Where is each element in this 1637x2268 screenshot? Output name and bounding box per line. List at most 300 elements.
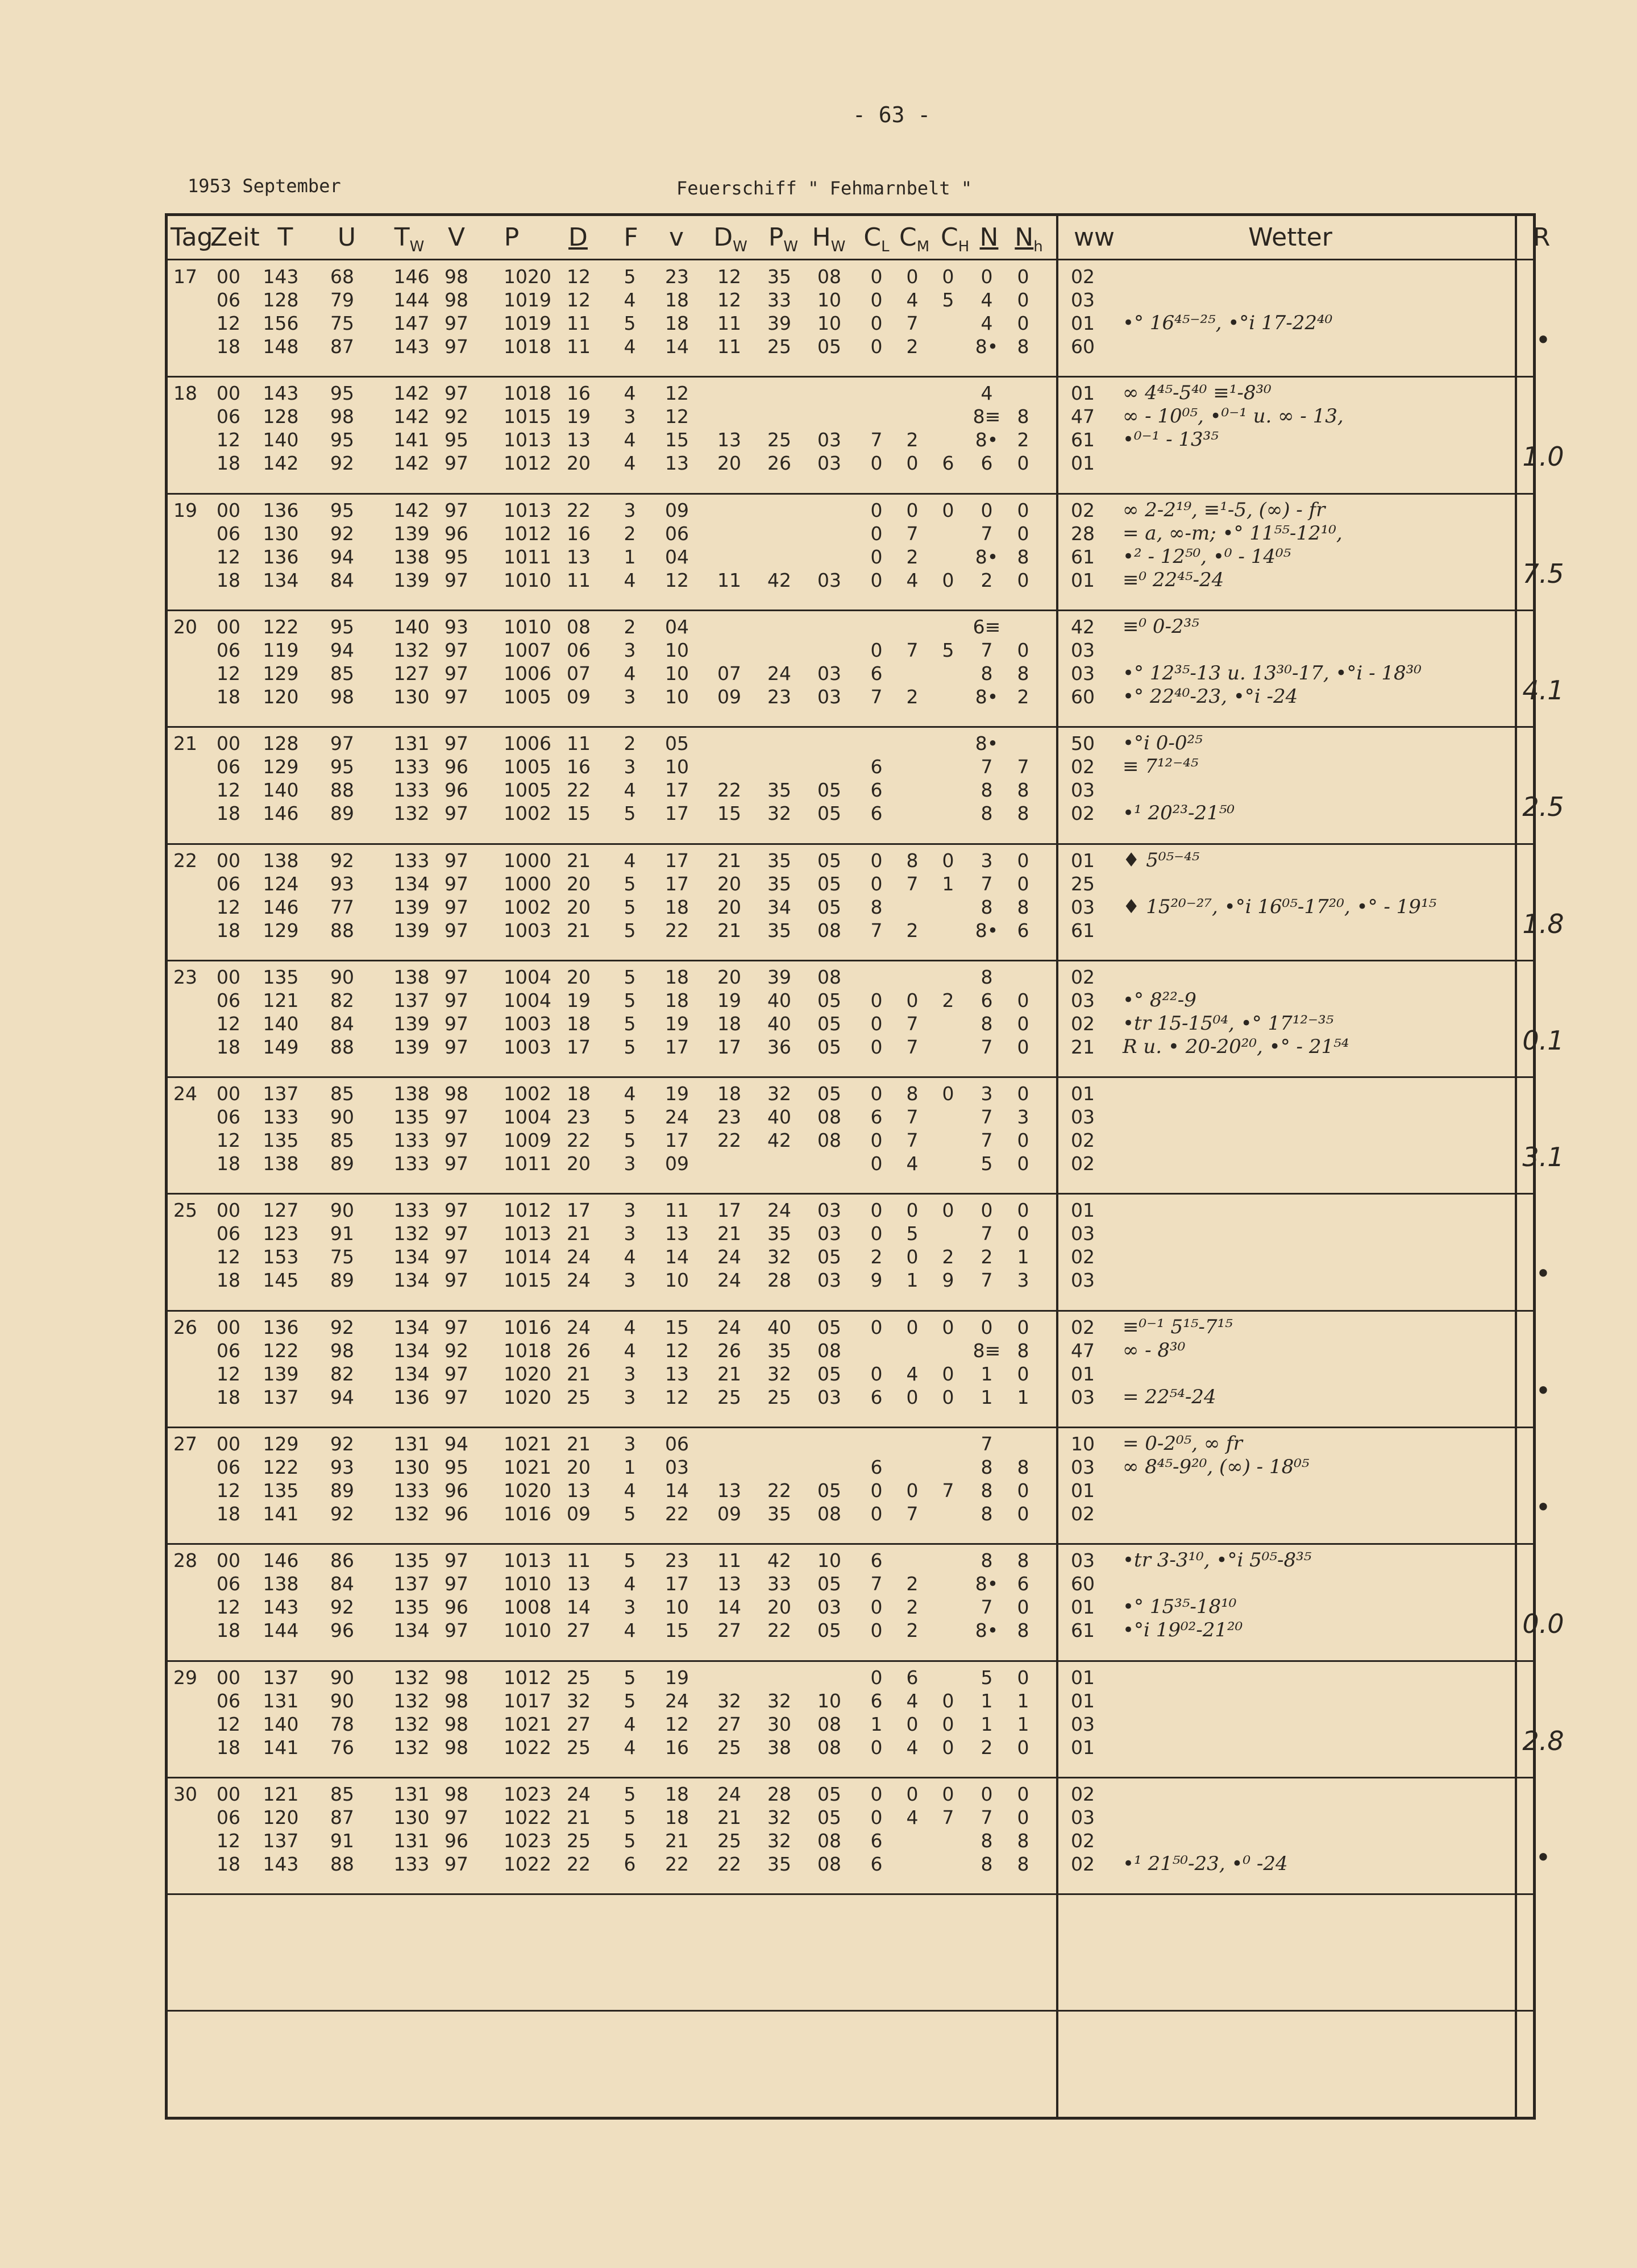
table-cell: 92 [330,1503,354,1525]
table-cell: 7 [870,685,883,708]
table-cell: 94 [330,1386,354,1408]
table-cell: 06 [217,1456,240,1478]
table-cell: 1020 [504,1386,551,1408]
table-cell: 97 [444,638,468,661]
table-cell: 20 [717,872,741,895]
table-cell: 139 [393,1035,430,1058]
table-cell: 121 [263,1782,299,1805]
table-cell: 0 [870,312,883,334]
table-cell: 23 [665,1549,689,1572]
table-cell: 26 [717,1339,741,1362]
weather-log-table [165,213,1536,2120]
table-cell: 5 [624,312,636,334]
table-cell: 96 [444,779,468,802]
table-cell: 1020 [504,1362,551,1385]
table-cell: 9 [870,1269,883,1292]
table-cell: 1021 [504,1713,551,1735]
table-cell: 1003 [504,1012,551,1035]
table-cell: 0 [906,1199,919,1222]
table-cell: 88 [330,919,354,942]
table-cell: 18 [665,895,689,918]
table-cell: 0 [870,569,883,591]
weather-note: ∞ 2-2¹⁹, ≡¹-5, (∞) - fr [1123,498,1326,521]
table-cell: 11 [567,569,591,591]
table-cell: 98 [330,405,354,428]
table-cell: 98 [444,1689,468,1712]
column-header-f: F [624,223,638,252]
table-cell: 0 [870,1012,883,1035]
table-cell: 12 [217,1246,240,1268]
table-cell: 131 [263,1689,299,1712]
table-cell: 1023 [504,1829,551,1852]
table-cell: 1002 [504,895,551,918]
weather-note: = a, ∞-m; •° 11⁵⁵-12¹⁰, [1123,521,1343,545]
table-cell: 05 [817,1806,841,1829]
table-cell: 24 [567,1246,591,1268]
table-cell: 1020 [504,266,551,288]
table-cell: 139 [393,1012,430,1035]
table-cell: 16 [567,756,591,778]
table-cell: 7 [870,1573,883,1595]
table-cell: 90 [330,1199,354,1222]
table-cell: 0 [870,1362,883,1385]
table-cell: 0 [906,1713,919,1735]
table-cell: 32 [767,1829,791,1852]
table-cell: 149 [263,1035,299,1058]
table-cell: 135 [393,1549,430,1572]
precipitation-value: • [1535,1375,1551,1406]
table-cell: 90 [330,1106,354,1129]
table-cell: 00 [217,499,240,521]
weather-note: •tr 15-15⁰⁴, •° 17¹²⁻³⁵ [1123,1011,1334,1035]
table-cell: 25 [567,1386,591,1408]
table-cell: 09 [567,1503,591,1525]
table-cell: 05 [817,895,841,918]
table-cell: 17 [717,1035,741,1058]
table-cell: 2 [1017,429,1029,451]
table-cell: 22 [665,1503,689,1525]
table-cell: 05 [817,872,841,895]
day-divider [165,1427,1536,1428]
table-cell: 10 [1071,1433,1095,1455]
column-header-hw: $H_W$ [812,223,846,255]
table-cell: 01 [1071,382,1095,405]
table-cell: 00 [217,1083,240,1105]
table-cell: 5 [624,1012,636,1035]
table-cell: 4 [624,849,636,872]
table-cell: 4 [624,779,636,802]
table-cell: 3 [980,849,993,872]
table-cell: 2 [624,615,636,638]
table-cell: 6 [624,1852,636,1875]
table-cell: 19 [665,1666,689,1689]
table-cell: 12 [665,1386,689,1408]
table-cell: 03 [1071,1549,1095,1572]
table-cell: 4 [980,382,993,405]
table-cell: 61 [1071,919,1095,942]
table-cell: 1012 [504,522,551,545]
table-cell: 09 [567,685,591,708]
table-cell: 42 [767,1549,791,1572]
table-cell: 01 [1071,1666,1095,1689]
table-cell: 13 [665,1362,689,1385]
table-cell: 3 [624,1269,636,1292]
table-cell: 1003 [504,1035,551,1058]
table-cell: 97 [444,335,468,358]
table-cell: 137 [263,1829,299,1852]
table-cell: 132 [393,638,430,661]
table-cell: 97 [444,1549,468,1572]
table-cell: 61 [1071,1619,1095,1642]
table-cell: 0 [942,1713,954,1735]
table-cell: 00 [217,1549,240,1572]
table-cell: 143 [263,1852,299,1875]
table-cell: 4 [624,1083,636,1105]
table-cell: 0 [980,499,993,521]
table-cell: 0 [942,1782,954,1805]
table-cell: 123 [263,1222,299,1245]
table-cell: 05 [817,1246,841,1268]
table-cell: 22 [717,779,741,802]
table-cell: 24 [665,1106,689,1129]
table-cell: 0 [1017,522,1029,545]
table-cell: 06 [217,1106,240,1129]
table-cell: 0 [1017,1222,1029,1245]
table-cell: 47 [1071,405,1095,428]
table-cell: 08 [817,1852,841,1875]
table-cell: 0 [870,499,883,521]
table-cell: 08 [567,615,591,638]
table-cell: 8 [1017,895,1029,918]
table-cell: 0 [906,1386,919,1408]
table-cell: 06 [217,1573,240,1595]
table-cell: 88 [330,1852,354,1875]
table-cell: 03 [1071,1222,1095,1245]
table-cell: 19 [665,1083,689,1105]
table-cell: 1007 [504,638,551,661]
table-cell: 1009 [504,1129,551,1152]
table-cell: 3 [1017,1106,1029,1129]
table-cell: 143 [263,382,299,405]
table-cell: 133 [393,1129,430,1152]
weather-note: •°i 0-0²⁵ [1123,732,1203,755]
table-cell: 12 [717,289,741,311]
table-cell: 96 [330,1619,354,1642]
table-cell: 1002 [504,1083,551,1105]
table-cell: 15 [567,802,591,825]
table-cell: 8 [980,1829,993,1852]
table-cell: 05 [817,335,841,358]
table-cell: 18 [665,1806,689,1829]
table-cell: 11 [717,1549,741,1572]
table-cell: 77 [330,895,354,918]
table-cell: 140 [263,1012,299,1035]
table-cell: 0 [1017,1479,1029,1502]
table-cell: 0 [906,499,919,521]
table-cell: 3 [624,1596,636,1619]
table-cell: 01 [1071,849,1095,872]
day-divider [165,726,1536,728]
precipitation-value: 2.5 [1522,791,1564,823]
table-cell: 97 [444,685,468,708]
table-cell: 25 [767,429,791,451]
table-cell: 11 [567,312,591,334]
table-cell: 1021 [504,1433,551,1455]
day-label: 27 [173,1433,197,1455]
day-divider [165,376,1536,378]
table-cell: 5 [942,638,954,661]
table-cell: 35 [767,1503,791,1525]
table-cell: 87 [330,1806,354,1829]
table-cell: 2 [906,1573,919,1595]
table-cell: 133 [393,779,430,802]
table-cell: 0 [1017,1596,1029,1619]
table-cell: 0 [1017,1012,1029,1035]
table-cell: 2 [870,1246,883,1268]
precipitation-value: 2.8 [1522,1725,1564,1756]
table-cell: 8 [980,1852,993,1875]
table-cell: 1004 [504,989,551,1011]
table-cell: 1006 [504,662,551,685]
weather-note: •² - 12⁵⁰, •⁰ - 14⁰⁵ [1123,545,1291,568]
precipitation-value: 1.0 [1522,441,1564,472]
table-cell: 12 [665,569,689,591]
table-cell: 5 [624,802,636,825]
table-cell: 4 [624,452,636,475]
table-cell: 0 [870,335,883,358]
table-cell: 8• [975,429,999,451]
table-cell: 0 [942,569,954,591]
table-cell: 7 [906,522,919,545]
table-cell: 11 [665,1199,689,1222]
table-cell: 1004 [504,965,551,988]
table-cell: 131 [393,1433,430,1455]
table-cell: 20 [767,1596,791,1619]
table-cell: 0 [980,1782,993,1805]
table-cell: 1005 [504,756,551,778]
table-cell: 96 [444,1479,468,1502]
table-cell: 25 [767,1386,791,1408]
table-cell: 08 [817,1129,841,1152]
table-cell: 134 [393,1316,430,1338]
table-cell: 138 [263,1573,299,1595]
table-cell: 21 [717,1806,741,1829]
table-cell: 131 [393,1782,430,1805]
table-cell: 20 [567,895,591,918]
table-cell: 8 [980,1549,993,1572]
table-cell: 16 [567,522,591,545]
table-cell: 130 [393,1806,430,1829]
table-cell: 138 [393,1083,430,1105]
table-cell: 0 [1017,1199,1029,1222]
table-cell: 15 [665,1619,689,1642]
table-cell: 0 [870,1083,883,1105]
table-cell: 23 [717,1106,741,1129]
table-cell: 33 [767,1573,791,1595]
table-cell: 21 [717,1362,741,1385]
table-cell: 97 [444,382,468,405]
table-cell: 0 [942,1316,954,1338]
column-header-p: P [504,223,520,252]
table-cell: 12 [217,1829,240,1852]
table-cell: 141 [393,429,430,451]
table-cell: 35 [767,779,791,802]
table-cell: 133 [393,1479,430,1502]
table-cell: 27 [567,1619,591,1642]
table-cell: 1012 [504,452,551,475]
table-cell: 97 [444,1129,468,1152]
table-cell: 4 [624,1316,636,1338]
table-cell: 142 [393,499,430,521]
table-cell: 09 [717,685,741,708]
table-cell: 97 [444,662,468,685]
table-cell: 22 [567,1129,591,1152]
table-cell: 95 [330,615,354,638]
table-cell: 12 [217,1713,240,1735]
table-cell: 98 [444,1083,468,1105]
table-cell: 0 [870,1782,883,1805]
weather-note: •° 15³⁵-18¹⁰ [1123,1595,1237,1619]
table-cell: 1 [942,872,954,895]
table-cell: 1 [980,1386,993,1408]
table-cell: 13 [717,1573,741,1595]
table-cell: 00 [217,1316,240,1338]
table-cell: 3 [624,1386,636,1408]
table-cell: 0 [942,1362,954,1385]
table-cell: 03 [817,569,841,591]
table-cell: 1 [980,1689,993,1712]
table-cell: 03 [1071,1806,1095,1829]
day-divider [165,1543,1536,1545]
table-cell: 96 [444,522,468,545]
table-cell: 4 [906,569,919,591]
table-cell: 4 [624,1339,636,1362]
table-cell: 97 [444,1152,468,1175]
table-cell: 06 [217,522,240,545]
table-cell: 28 [1071,522,1095,545]
table-cell: 147 [393,312,430,334]
table-cell: 12 [217,429,240,451]
table-cell: 24 [717,1782,741,1805]
table-cell: 5 [624,1549,636,1572]
table-cell: 24 [717,1269,741,1292]
table-cell: 06 [217,289,240,311]
table-cell: 0 [1017,1782,1029,1805]
table-cell: 5 [624,1806,636,1829]
table-cell: 39 [767,312,791,334]
table-cell: 6 [870,802,883,825]
table-cell: 1023 [504,1782,551,1805]
table-cell: 86 [330,1549,354,1572]
table-cell: 2 [980,569,993,591]
table-cell: 12 [217,779,240,802]
table-cell: 97 [444,1619,468,1642]
table-cell: 94 [330,545,354,568]
table-cell: 01 [1071,1479,1095,1502]
table-cell: 20 [567,1456,591,1478]
table-cell: 60 [1071,335,1095,358]
day-label: 25 [173,1199,197,1222]
table-cell: 1010 [504,569,551,591]
table-cell: 7 [980,1035,993,1058]
table-cell: 0 [942,1736,954,1759]
table-cell: 22 [567,779,591,802]
table-cell: 32 [767,802,791,825]
table-cell: 84 [330,1012,354,1035]
table-cell: 1000 [504,872,551,895]
table-cell: 60 [1071,685,1095,708]
table-cell: 3 [624,756,636,778]
table-cell: 92 [330,522,354,545]
table-cell: 91 [330,1829,354,1852]
table-cell: 96 [444,756,468,778]
table-cell: 36 [767,1035,791,1058]
table-cell: 18 [567,1012,591,1035]
table-cell: 3 [624,685,636,708]
table-cell: 5 [624,965,636,988]
table-cell: 39 [767,965,791,988]
column-header-zeit: Zeit [210,223,260,252]
table-cell: 1022 [504,1736,551,1759]
column-header-ch: $C_H$ [941,223,970,255]
table-cell: 6 [942,452,954,475]
table-cell: 06 [665,522,689,545]
table-cell: 0 [870,1503,883,1525]
table-cell: 4 [980,289,993,311]
precipitation-value: 0.1 [1522,1025,1564,1056]
table-cell: 0 [906,989,919,1011]
table-cell: 133 [393,756,430,778]
table-cell: 05 [817,1573,841,1595]
table-cell: 97 [444,1269,468,1292]
column-header-v: V [447,223,466,252]
table-cell: 06 [665,1433,689,1455]
table-cell: 42 [1071,615,1095,638]
table-cell: 137 [393,1573,430,1595]
column-header-cm: $C_M$ [899,223,930,255]
table-cell: 79 [330,289,354,311]
table-cell: 0 [870,1806,883,1829]
table-cell: 90 [330,1689,354,1712]
table-cell: 132 [393,1736,430,1759]
table-cell: 61 [1071,545,1095,568]
table-cell: 2 [906,685,919,708]
table-cell: 144 [393,289,430,311]
table-cell: 14 [567,1596,591,1619]
table-cell: 32 [567,1689,591,1712]
table-cell: 18 [665,1782,689,1805]
precipitation-value: 3.1 [1522,1142,1564,1173]
table-cell: 8 [1017,335,1029,358]
table-cell: 18 [217,1269,240,1292]
table-cell: 05 [817,779,841,802]
table-cell: 21 [1071,1035,1095,1058]
table-cell: 27 [717,1713,741,1735]
table-cell: 1000 [504,849,551,872]
table-cell: 05 [665,732,689,755]
table-cell: 17 [567,1199,591,1222]
table-cell: 1018 [504,382,551,405]
table-cell: 143 [393,335,430,358]
table-cell: 140 [263,1713,299,1735]
day-divider [165,2010,1536,2012]
table-cell: 32 [767,1362,791,1385]
day-label: 30 [173,1782,197,1805]
table-cell: 97 [444,1222,468,1245]
table-cell: 18 [217,1503,240,1525]
table-cell: 1010 [504,615,551,638]
table-cell: 08 [817,1829,841,1852]
